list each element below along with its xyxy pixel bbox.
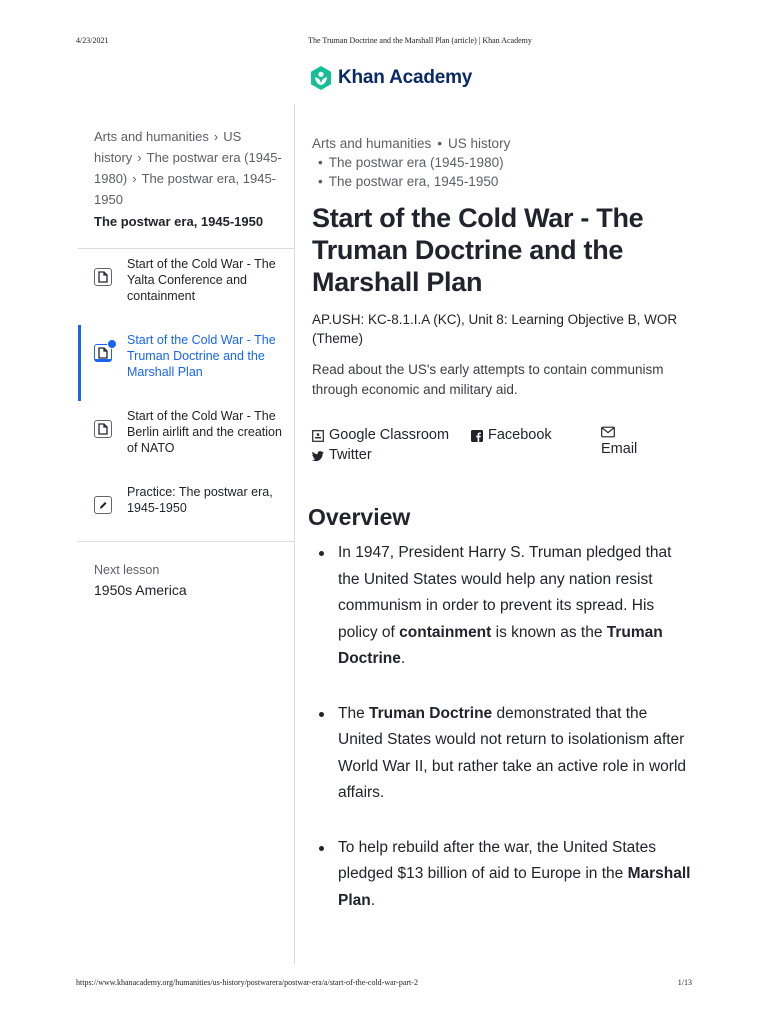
sidebar-breadcrumb xyxy=(78,126,294,210)
sidebar-item-practice[interactable] xyxy=(78,477,294,537)
sidebar-lesson-list xyxy=(78,248,294,537)
email-icon xyxy=(601,426,615,438)
breadcrumb-dot: • xyxy=(318,174,323,189)
breadcrumb-dot: • xyxy=(437,136,443,151)
list-item: The Truman Doctrine demonstrated that the United States would not return to isolationism after World War II, but rather take an active role in world affairs. xyxy=(312,701,692,807)
sidebar-item-label: Start of the Cold War - The Yalta Conference and containment xyxy=(127,257,276,303)
sidebar-crumb-postwar-1945-1950[interactable]: The postwar era, 1945-1950 xyxy=(94,171,276,207)
breadcrumb-arts[interactable]: Arts and humanities xyxy=(312,136,432,151)
sidebar-crumb-us-history[interactable]: US history xyxy=(94,129,242,165)
key-term-truman-doctrine: Truman Doctrine xyxy=(338,623,663,667)
article-icon xyxy=(94,268,112,286)
google-classroom-icon xyxy=(312,430,324,442)
sidebar-crumb-postwar-era[interactable]: The postwar era (1945-1980) xyxy=(94,150,282,186)
list-item: In 1947, President Harry S. Truman pledged that the United States would help any nation resist communism in order to prevent its spread. His policy of containment is known as the Truman Doctrine. xyxy=(312,540,692,673)
column-divider xyxy=(294,104,295,964)
list-item: To help rebuild after the war, the United States pledged $13 billion of aid to Europe in the Marshall Plan. xyxy=(312,835,692,915)
article-description: Read about the US's early attempts to contain communism through economic and military aid. xyxy=(312,362,664,397)
facebook-icon xyxy=(471,430,483,442)
lesson-sidebar xyxy=(78,126,294,620)
twitter-button[interactable] xyxy=(312,446,372,465)
standards-tags: AP.USH: KC‑8.1.I.A (KC), Unit 8: Learning Objective B, WOR (Theme) xyxy=(312,312,678,346)
print-url: https://www.khanacademy.org/humanities/us-history/postwarera/postwar-era/a/start-of-the-cold-war-part-2 xyxy=(76,978,418,987)
page-title: Start of the Cold War - The Truman Doctrine and the Marshall Plan xyxy=(312,203,644,297)
article-content xyxy=(308,134,692,942)
sidebar-item-berlin-airlift[interactable] xyxy=(78,401,294,477)
breadcrumb-postwar-1945-1950[interactable]: The postwar era, 1945-1950 xyxy=(328,174,499,189)
crumb-chevron-icon: › xyxy=(137,150,142,165)
article-icon xyxy=(94,420,112,438)
facebook-label: Facebook xyxy=(488,427,552,443)
print-page-count: 1/13 xyxy=(677,978,692,987)
print-header xyxy=(0,36,768,50)
sidebar-unit-title: The postwar era, 1945-1950 xyxy=(94,214,264,229)
next-lesson-label: Next lesson xyxy=(94,563,160,577)
khan-academy-wordmark: Khan Academy xyxy=(338,67,473,88)
google-classroom-label: Google Classroom xyxy=(329,427,450,443)
email-button[interactable] xyxy=(601,426,637,459)
crumb-chevron-icon: › xyxy=(213,129,219,144)
sidebar-item-truman-doctrine[interactable] xyxy=(78,325,294,401)
sidebar-item-label: Practice: The postwar era, 1945-1950 xyxy=(127,485,273,515)
next-lesson[interactable] xyxy=(78,542,294,620)
breadcrumb-us-history[interactable]: US history xyxy=(448,136,511,151)
print-date: 4/23/2021 xyxy=(76,36,109,45)
overview-list xyxy=(312,540,692,914)
print-footer xyxy=(0,978,768,992)
email-label: Email xyxy=(601,441,638,457)
khan-academy-logo-icon xyxy=(310,66,332,90)
twitter-icon xyxy=(312,450,324,462)
sidebar-item-label: Start of the Cold War - The Truman Doctrine and the Marshall Plan xyxy=(127,333,276,379)
key-term-truman-doctrine: Truman Doctrine xyxy=(369,704,493,722)
sidebar-item-yalta[interactable] xyxy=(78,249,294,325)
article-icon xyxy=(94,344,112,362)
facebook-button[interactable] xyxy=(471,426,552,445)
breadcrumb-postwar-era[interactable]: The postwar era (1945-1980) xyxy=(328,155,504,170)
key-term-marshall-plan: Marshall Plan xyxy=(338,865,691,909)
pencil-icon xyxy=(94,496,112,514)
sidebar-crumb-arts[interactable]: Arts and humanities xyxy=(94,129,209,144)
print-title: The Truman Doctrine and the Marshall Plan (article) | Khan Academy xyxy=(308,36,532,45)
share-bar xyxy=(312,426,692,470)
sidebar-item-label: Start of the Cold War - The Berlin airlift and the creation of NATO xyxy=(127,409,282,455)
breadcrumb xyxy=(312,134,692,191)
key-term-containment: containment xyxy=(399,623,492,641)
overview-heading: Overview xyxy=(308,504,411,530)
breadcrumb-dot: • xyxy=(318,155,323,170)
khan-academy-logo[interactable] xyxy=(310,66,472,90)
crumb-chevron-icon: › xyxy=(132,171,137,186)
google-classroom-button[interactable] xyxy=(312,426,449,445)
completed-check-icon xyxy=(107,339,117,349)
next-lesson-title[interactable]: 1950s America xyxy=(94,582,187,598)
twitter-label: Twitter xyxy=(329,447,372,463)
